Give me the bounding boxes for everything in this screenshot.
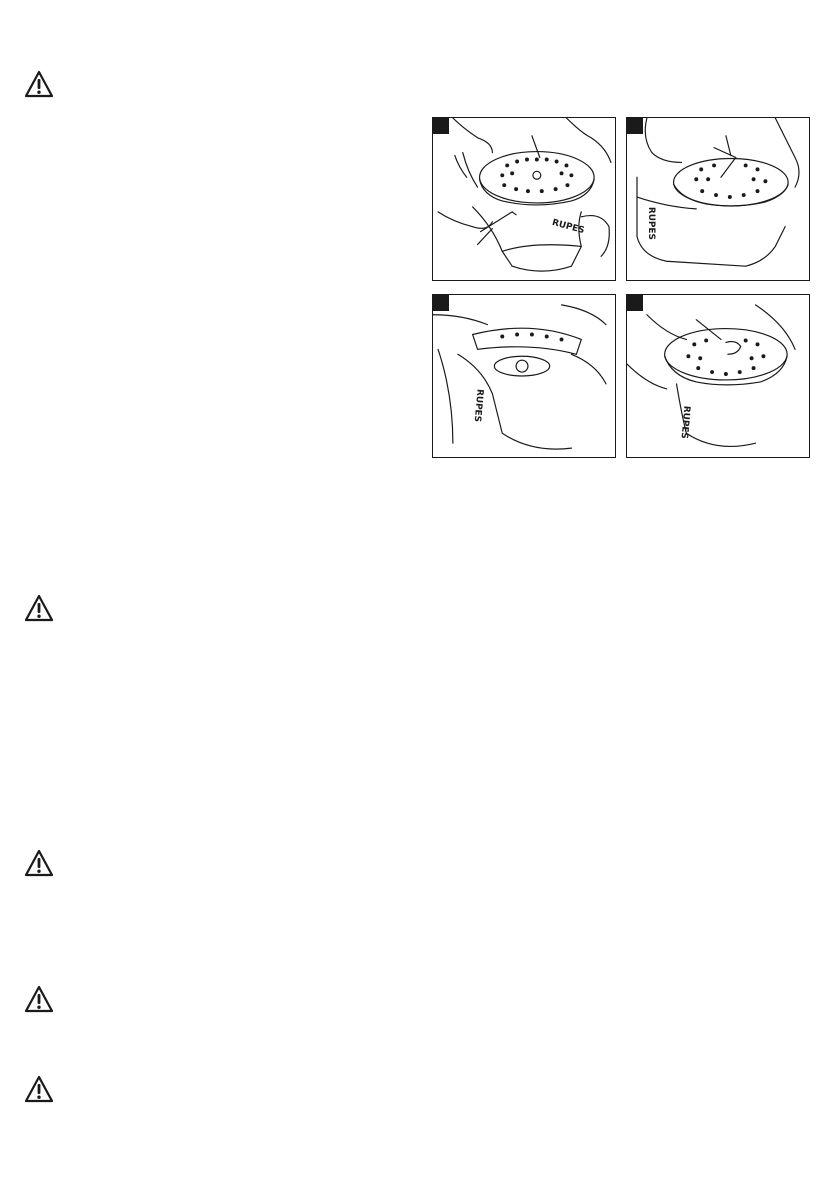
brand-label: RUPES <box>471 388 485 423</box>
warning-triangle-icon <box>24 985 54 1013</box>
figure-pad-removal-step-4 <box>626 294 810 458</box>
sander-illustration <box>433 118 615 280</box>
figure-number-tab <box>627 295 643 311</box>
sander-illustration <box>627 295 809 457</box>
brand-label: RUPES <box>645 206 656 240</box>
sander-illustration <box>433 295 615 457</box>
figure-number-tab <box>627 118 643 134</box>
brand-label: RUPES <box>550 217 586 237</box>
warning-triangle-icon <box>24 70 54 98</box>
brand-label: RUPES <box>678 405 692 440</box>
warning-triangle-icon <box>24 1075 54 1103</box>
figure-pad-removal-step-3 <box>432 294 616 458</box>
sander-illustration <box>627 118 809 280</box>
warning-triangle-icon <box>24 594 54 622</box>
figure-number-tab <box>433 295 449 311</box>
warning-triangle-icon <box>24 849 54 877</box>
figure-number-tab <box>433 118 449 134</box>
figure-pad-removal-step-2 <box>626 117 810 281</box>
figure-pad-removal-step-1 <box>432 117 616 281</box>
